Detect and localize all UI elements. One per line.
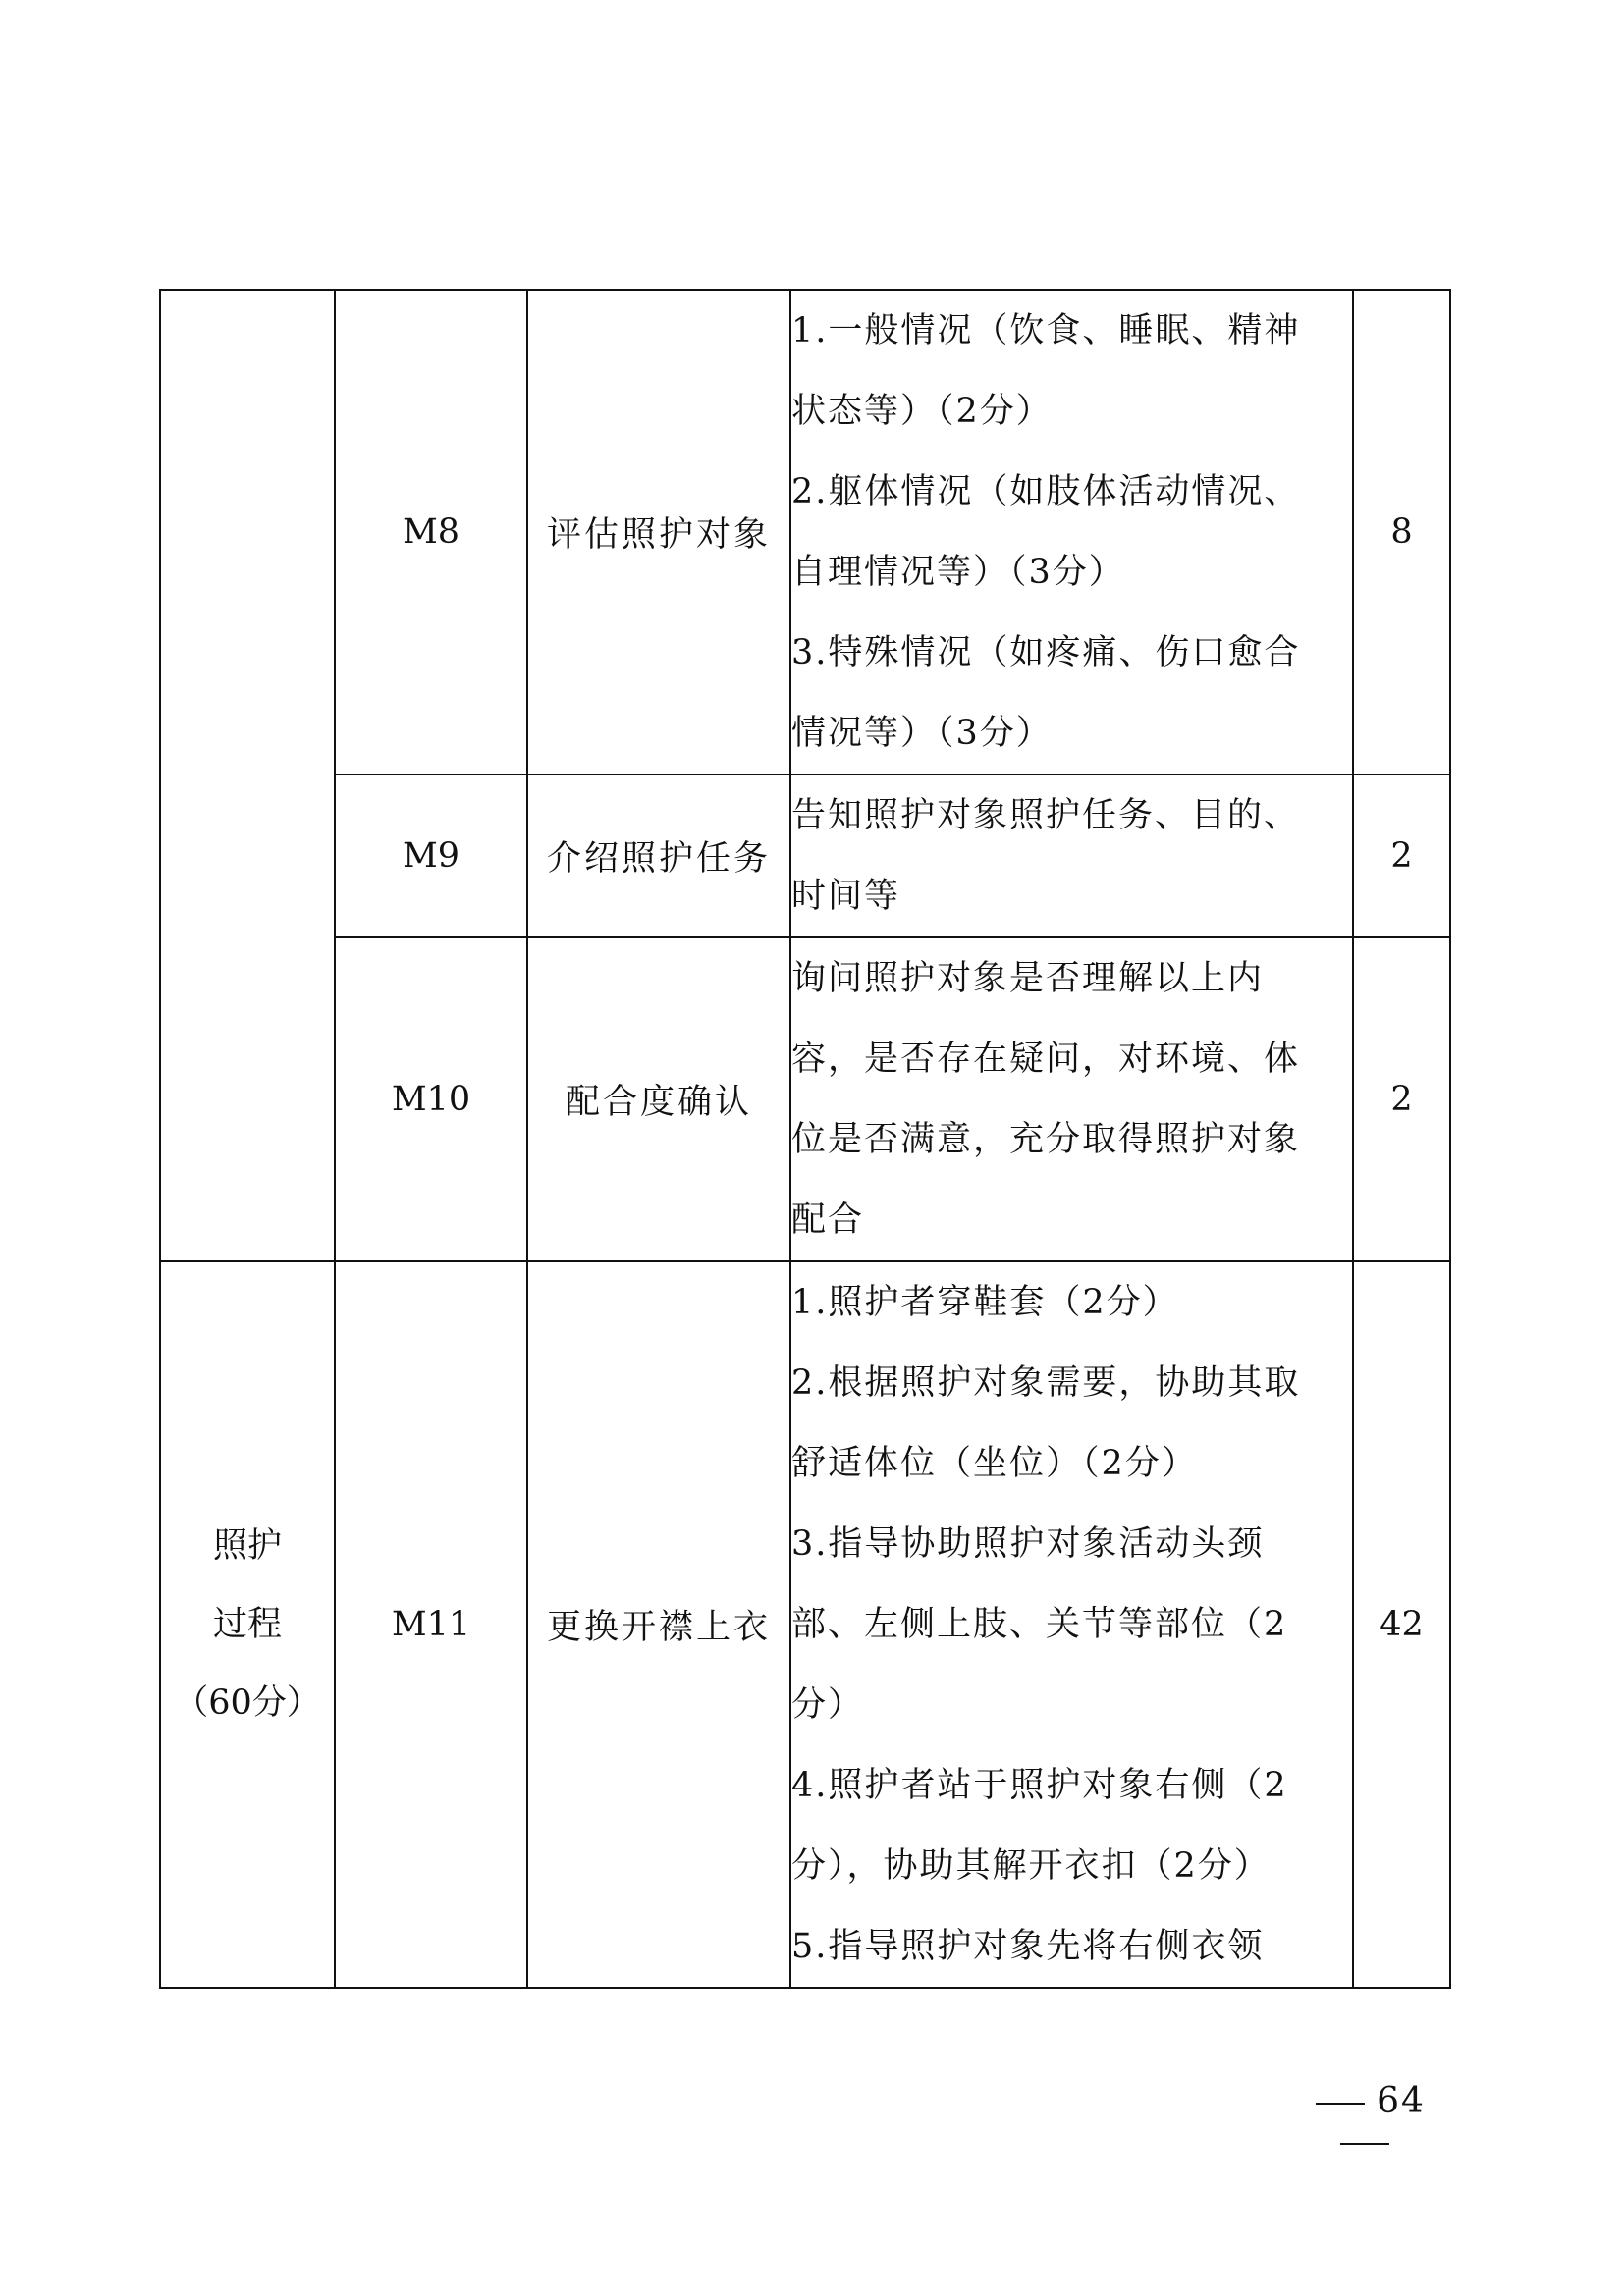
item-score: 2: [1353, 937, 1450, 1261]
section-cell: [160, 1261, 335, 1988]
page-number-dash-right: [1340, 2143, 1389, 2145]
detail-line: 情况等）（3分）: [791, 714, 1053, 753]
item-code: M8: [335, 290, 527, 774]
detail-line: 分），协助其解开衣扣（2分）: [791, 1846, 1271, 1886]
item-code: M11: [335, 1261, 527, 1988]
item-score: 2: [1353, 774, 1450, 937]
section-label-line: 过程: [212, 1605, 282, 1644]
detail-line: 询问照护对象是否理解以上内: [791, 959, 1265, 998]
detail-line: 3.指导协助照护对象活动头颈: [791, 1524, 1265, 1564]
detail-line: 容，是否存在疑问，对环境、体: [791, 1040, 1301, 1079]
table-row-m11: [160, 1261, 1450, 1988]
section-label-line: 照护: [212, 1526, 282, 1566]
detail-line: 4.照护者站于照护对象右侧（2: [791, 1766, 1288, 1805]
detail-line: 1.照护者穿鞋套（2分）: [791, 1283, 1179, 1322]
section-label-line: （60分）: [174, 1683, 321, 1723]
detail-line: 自理情况等）（3分）: [791, 553, 1125, 592]
detail-line: 状态等）（2分）: [791, 392, 1053, 431]
item-detail: [790, 937, 1353, 1261]
detail-line: 分）: [791, 1685, 865, 1725]
page-number: [1276, 2081, 1453, 2162]
item-detail: [790, 774, 1353, 937]
detail-line: 5.指导照护对象先将右侧衣领: [791, 1927, 1265, 1966]
section-cell-empty: [160, 290, 335, 1261]
detail-line: 1.一般情况（饮食、睡眠、精神: [791, 311, 1301, 350]
table-row-m10: [160, 937, 1450, 1261]
item-name: 更换开襟上衣: [527, 1261, 790, 1988]
item-code: M10: [335, 937, 527, 1261]
page-number-dash-left: [1316, 2103, 1365, 2105]
scoring-table: [159, 289, 1451, 1989]
detail-line: 3.特殊情况（如疼痛、伤口愈合: [791, 633, 1301, 672]
detail-line: 2.躯体情况（如肢体活动情况、: [791, 472, 1301, 511]
detail-line: 部、左侧上肢、关节等部位（2: [791, 1605, 1288, 1644]
table-row-m8: [160, 290, 1450, 774]
detail-line: 舒适体位（坐位）（2分）: [791, 1444, 1198, 1483]
item-score: 8: [1353, 290, 1450, 774]
detail-line: 2.根据照护对象需要，协助其取: [791, 1363, 1301, 1403]
item-name: 介绍照护任务: [527, 774, 790, 937]
item-name: 评估照护对象: [527, 290, 790, 774]
detail-line: 时间等: [791, 877, 901, 916]
item-code: M9: [335, 774, 527, 937]
table-row-m9: [160, 774, 1450, 937]
detail-line: 告知照护对象照护任务、目的、: [791, 796, 1301, 835]
item-detail: [790, 290, 1353, 774]
detail-line: 位是否满意，充分取得照护对象: [791, 1120, 1301, 1159]
detail-line: 配合: [791, 1201, 865, 1240]
item-score: 42: [1353, 1261, 1450, 1988]
item-detail: [790, 1261, 1353, 1988]
item-name: 配合度确认: [527, 937, 790, 1261]
page-number-value: 64: [1377, 2081, 1426, 2121]
